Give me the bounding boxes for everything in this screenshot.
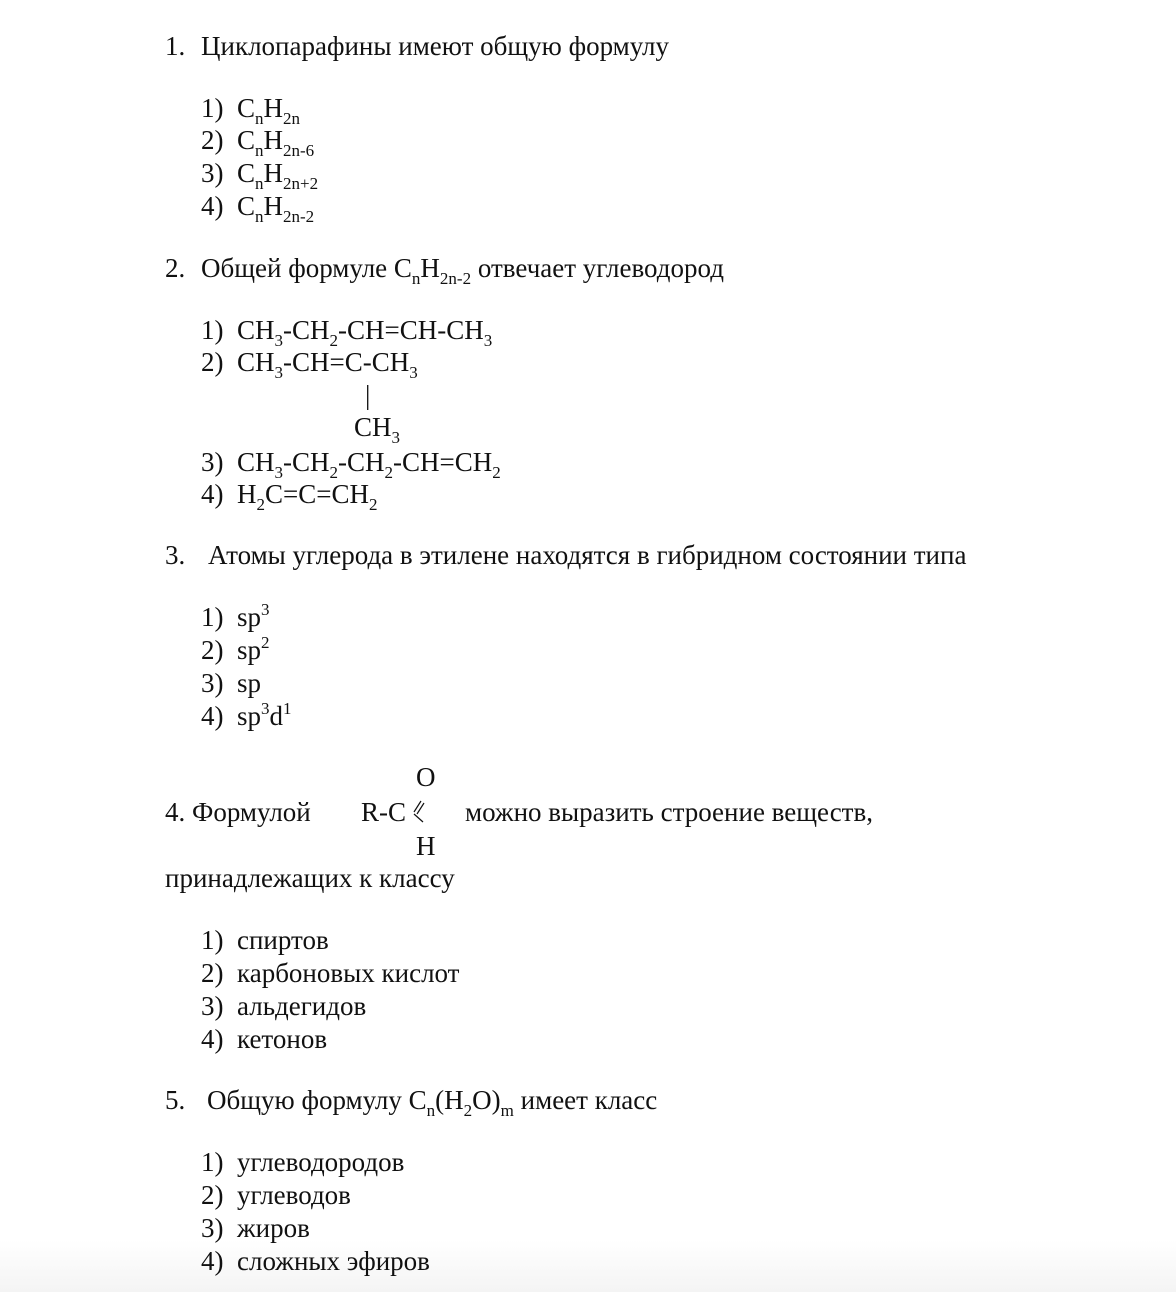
question-number: 3.	[165, 540, 186, 570]
option-number: 3)	[201, 447, 224, 477]
hydrogen-atom: H	[416, 831, 436, 861]
option-label: карбоновых кислот	[237, 958, 460, 988]
option-label: альдегидов	[237, 991, 367, 1021]
question-text: Атомы углерода в этилене находятся в гибридном состоянии типа	[208, 540, 967, 570]
option-label: спиртов	[237, 925, 329, 955]
q5-option-1	[201, 1146, 404, 1178]
q3-option-4: 4) $sp^3d^1$	[201, 699, 292, 731]
question-1	[165, 30, 669, 62]
option-number: 2)	[201, 1180, 224, 1210]
option-number: 4)	[201, 479, 224, 509]
option-number: 2)	[201, 347, 224, 377]
question-text: Циклопарафины имеют общую формулу	[201, 31, 670, 61]
carbonyl-formula: R-C	[361, 797, 407, 827]
option-number: 3)	[201, 668, 224, 698]
branch-methyl: $CH_3$	[354, 412, 401, 447]
option-number: 3)	[201, 991, 224, 1021]
option-number: 1)	[201, 602, 224, 632]
question-2: 2. Общей формуле $C_nH_{2n-2}$ отвечает углеводород	[165, 253, 724, 288]
q5-option-2	[201, 1179, 351, 1211]
option-label: сложных эфиров	[237, 1246, 430, 1276]
option-number: 1)	[201, 93, 224, 123]
q3-option-1: 1) $sp^3$	[201, 600, 270, 632]
option-number: 1)	[201, 1147, 224, 1177]
question-5: 5. Общую формулу $C_n(H_2O)_m$ имеет класс	[165, 1085, 658, 1120]
q1-option-2: 2) $C_nH_{2n-6}$	[201, 125, 315, 160]
q2-option-4: 4) $H_2C=C=CH_2$	[201, 479, 378, 514]
q1-option-3: 3) $C_nH_{2n+2}$	[201, 158, 319, 193]
option-number: 2)	[201, 958, 224, 988]
q3-option-2: 2) $sp^2$	[201, 633, 270, 665]
option-number: 4)	[201, 191, 224, 221]
option-number: 3)	[201, 158, 224, 188]
q4-option-2	[201, 957, 460, 989]
q1-option-4: 4) $C_nH_{2n-2}$	[201, 191, 315, 226]
double-bond-icon	[411, 796, 431, 828]
q5-option-3	[201, 1212, 310, 1244]
option-number: 2)	[201, 635, 224, 665]
option-label: жиров	[237, 1213, 310, 1243]
q4-option-3	[201, 990, 366, 1022]
option-label: кетонов	[237, 1024, 328, 1054]
question-3	[165, 539, 966, 571]
q1-option-1: 1) $C_nH_{2n}$	[201, 93, 301, 128]
q5-option-4	[201, 1245, 430, 1277]
q2-option-1: 1) $CH_3-CH_2-CH=CH-CH_3$	[201, 315, 493, 350]
option-number: 1)	[201, 925, 224, 955]
question-number: 1.	[165, 31, 186, 61]
option-number: 1)	[201, 315, 224, 345]
question-number: 5.	[165, 1085, 186, 1115]
q2-option-2: 2) $CH_3-CH=C-CH_3$	[201, 347, 418, 382]
q4-option-4	[201, 1023, 327, 1055]
branch-bond: |	[365, 380, 371, 410]
option-number: 2)	[201, 125, 224, 155]
q3-option-3: 3) sp	[201, 668, 262, 698]
option-number: 4)	[201, 1246, 224, 1276]
oxygen-atom: O	[416, 762, 436, 792]
question-4	[165, 796, 311, 828]
option-label: углеводов	[237, 1180, 351, 1210]
option-label: углеводородов	[237, 1147, 405, 1177]
option-number: 3)	[201, 1213, 224, 1243]
question-label: Формулой	[192, 797, 311, 827]
option-number: 4)	[201, 701, 224, 731]
question-number: 2.	[165, 253, 186, 283]
question-text: можно выразить строение веществ,	[465, 797, 873, 827]
q4-option-1	[201, 924, 329, 956]
option-number: 4)	[201, 1024, 224, 1054]
question-number: 4.	[165, 797, 186, 827]
question-text-line2: принадлежащих к классу	[165, 863, 455, 893]
q2-option-3: 3) $CH_3-CH_2-CH_2-CH=CH_2$	[201, 447, 501, 482]
